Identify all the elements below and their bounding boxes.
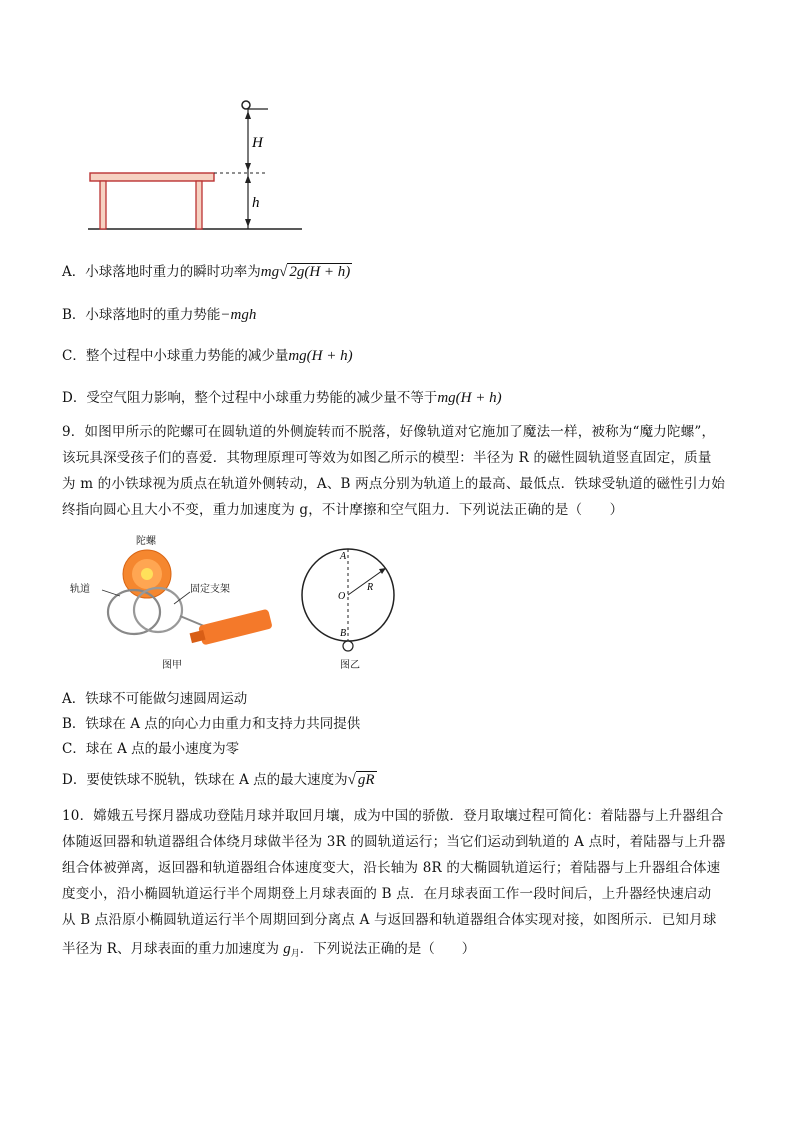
q9-option-a: A．铁球不可能做匀速圆周运动 — [62, 691, 248, 707]
q9-line: 9．如图甲所示的陀螺可在圆轨道的外侧旋转而不脱落，好像轨道对它施加了魔法一样，被称为“魔力陀螺”， — [62, 424, 716, 440]
label-R: R — [367, 582, 374, 593]
iron-ball — [343, 641, 353, 651]
caption-jia: 图甲 — [162, 660, 182, 671]
q8-option-a: A．小球落地时重力的瞬时功率为mg√ 2g(H + h) — [62, 264, 351, 280]
table-ball-figure — [80, 95, 320, 250]
caption-yi: 图乙 — [340, 660, 360, 670]
q8-option-b: B．小球落地时的重力势能−mgh — [62, 307, 257, 323]
ball — [242, 101, 250, 109]
q9-option-d-formula: √ gR — [347, 772, 375, 788]
label-O: O — [338, 591, 346, 602]
q10-line: 度变小，沿小椭圆轨道运行半个周期登上月球表面的 B 点．在月球表面工作一段时间后，上升器经快速启动 — [62, 886, 712, 902]
q9-option-b: B．铁球在 A 点的向心力由重力和支持力共同提供 — [62, 716, 361, 732]
label-h: h — [252, 195, 260, 211]
q10-line: 组合体被弹离，返回器和轨道器组合体速度变大，沿长轴为 8R 的大椭圆轨道运行；着陆器与上升器组合体速 — [62, 860, 721, 876]
figure-jia — [62, 530, 282, 675]
q9-line: 为 m 的小铁球视为质点在轨道外侧转动，A、B 两点分别为轨道上的最高、最低点．铁球受轨道的磁性引力始 — [62, 476, 726, 492]
label-H: H — [252, 135, 263, 151]
handle — [188, 609, 272, 648]
q9-line: 该玩具深受孩子们的喜爱．其物理原理可等效为如图乙所示的模型：半径为 R 的磁性圆轨道竖直固定，质量 — [62, 450, 712, 466]
label-track: 轨道 — [70, 584, 90, 595]
q9-line: 终指向圆心且大小不变，重力加速度为 g，不计摩擦和空气阻力．下列说法正确的是（ ） — [62, 502, 624, 518]
q8-option-d-formula: mg(H + h) — [437, 390, 502, 406]
q9-stem — [62, 419, 742, 523]
q10-line: 10．嫦娥五号探月器成功登陆月球并取回月壤，成为中国的骄傲．登月取壤过程可简化：着陆器与上升器组合 — [62, 808, 724, 824]
q8-option-a-formula: mg√ 2g(H + h) — [260, 264, 351, 280]
table-leg-left — [100, 181, 106, 229]
q8-option-c-formula: mg(H + h) — [288, 348, 353, 364]
q8-option-d: D．受空气阻力影响，整个过程中小球重力势能的减少量不等于mg(H + h) — [62, 390, 502, 406]
q10-last-line: 半径为 R、月球表面的重力加速度为 $g_月$．下列说法正确的是（ ） — [62, 941, 476, 959]
label-support: 固定支架 — [190, 584, 230, 595]
q9-option-c: C．球在 A 点的最小速度为零 — [62, 741, 240, 757]
figure-yi — [300, 540, 410, 670]
label-spinning-top: 陀螺 — [136, 536, 156, 547]
table-leg-right — [196, 181, 202, 229]
q9-option-d: D．要使铁球不脱轨，铁球在 A 点的最大速度为√ gR — [62, 772, 375, 788]
label-B: B — [340, 628, 347, 639]
q10-line: 体随返回器和轨道器组合体绕月球做半径为 3R 的圆轨道运行；当它们运动到轨道的 A 点时，着陆器与上升器 — [62, 834, 726, 850]
q10-line: 从 B 点沿原小椭圆轨道运行半个周期回到分离点 A 与返回器和轨道器组合体实现对接，如图所示．已知月球 — [62, 912, 717, 928]
table-top — [90, 173, 214, 181]
q10-stem — [62, 803, 742, 933]
q8-option-c: C．整个过程中小球重力势能的减少量mg(H + h) — [62, 348, 353, 364]
label-A: A — [340, 551, 347, 562]
q8-option-b-formula: −mgh — [220, 307, 257, 323]
support-wire — [180, 616, 204, 626]
